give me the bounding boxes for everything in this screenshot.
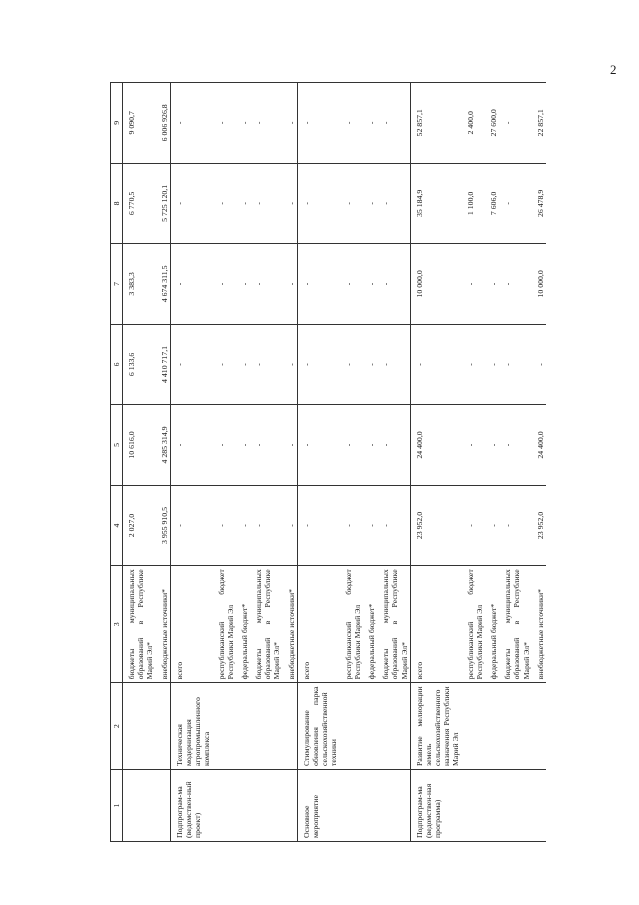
program-type-cell: Основное мероприятие <box>297 770 339 842</box>
program-type-cell <box>462 770 485 842</box>
value-cell: - <box>213 405 236 486</box>
value-cell: - <box>340 485 363 566</box>
table-row <box>297 83 339 842</box>
program-type-cell <box>485 770 499 842</box>
funding-source-cell: республиканский бюджет Республики Марий Эл <box>340 566 363 683</box>
value-cell: 7 606,0 <box>485 163 499 244</box>
value-cell: - <box>297 405 339 486</box>
value-cell: - <box>485 244 499 325</box>
value-cell: - <box>363 324 377 405</box>
value-cell: - <box>213 244 236 325</box>
value-cell: - <box>297 163 339 244</box>
funding-source-cell: бюджеты муниципальных образований в Республике Марий Эл* <box>250 566 283 683</box>
value-cell: - <box>283 324 298 405</box>
value-cell: - <box>236 324 250 405</box>
table-row <box>410 83 461 842</box>
program-name-cell <box>377 683 410 770</box>
value-cell: 10 000,0 <box>532 244 546 325</box>
column-header-2: 2 <box>111 683 123 770</box>
value-cell: - <box>462 324 485 405</box>
value-cell: - <box>499 324 532 405</box>
program-name-cell <box>236 683 250 770</box>
program-name-cell <box>123 683 156 770</box>
page-number: 2 <box>610 62 617 77</box>
value-cell: - <box>250 405 283 486</box>
value-cell: - <box>363 83 377 164</box>
program-name-cell <box>499 683 532 770</box>
value-cell: - <box>170 83 212 164</box>
value-cell: - <box>297 324 339 405</box>
value-cell: - <box>236 163 250 244</box>
value-cell: - <box>283 485 298 566</box>
value-cell: - <box>213 485 236 566</box>
value-cell: 23 952,0 <box>532 485 546 566</box>
value-cell: - <box>283 163 298 244</box>
value-cell: - <box>462 485 485 566</box>
value-cell: 26 478,9 <box>532 163 546 244</box>
table-row <box>532 83 546 842</box>
value-cell: - <box>377 83 410 164</box>
funding-source-cell: федеральный бюджет* <box>485 566 499 683</box>
table-row <box>485 83 499 842</box>
program-name-cell <box>485 683 499 770</box>
program-name-cell <box>363 683 377 770</box>
value-cell: - <box>170 324 212 405</box>
funding-source-cell: республиканский бюджет Республики Марий Эл <box>213 566 236 683</box>
value-cell: - <box>283 405 298 486</box>
value-cell: - <box>363 485 377 566</box>
column-header-6: 6 <box>111 324 123 405</box>
value-cell: - <box>532 324 546 405</box>
table-row <box>236 83 250 842</box>
value-cell: - <box>250 324 283 405</box>
value-cell: - <box>410 324 461 405</box>
value-cell: - <box>377 485 410 566</box>
value-cell: - <box>377 324 410 405</box>
value-cell: - <box>377 244 410 325</box>
column-header-1: 1 <box>111 770 123 842</box>
funding-source-cell: бюджеты муниципальных образований в Республике Марий Эл* <box>377 566 410 683</box>
value-cell: 4 674 311,5 <box>156 244 171 325</box>
program-name-cell <box>340 683 363 770</box>
value-cell: - <box>499 83 532 164</box>
table-row <box>340 83 363 842</box>
value-cell: 2 400,0 <box>462 83 485 164</box>
table-row <box>250 83 283 842</box>
funding-source-cell: республиканский бюджет Республики Марий Эл <box>462 566 485 683</box>
column-header-5: 5 <box>111 405 123 486</box>
program-type-cell <box>250 770 283 842</box>
table-row <box>363 83 377 842</box>
value-cell: - <box>499 485 532 566</box>
program-type-cell <box>532 770 546 842</box>
funding-source-cell: бюджеты муниципальных образований в Республике Марий Эл* <box>499 566 532 683</box>
value-cell: 23 952,0 <box>410 485 461 566</box>
table-row <box>283 83 298 842</box>
program-type-cell <box>363 770 377 842</box>
value-cell: 6 133,6 <box>123 324 156 405</box>
value-cell: - <box>170 405 212 486</box>
funding-source-cell: внебюджетные источники* <box>283 566 298 683</box>
value-cell: 52 857,1 <box>410 83 461 164</box>
column-header-3: 3 <box>111 566 123 683</box>
value-cell: - <box>377 163 410 244</box>
program-type-cell: Подпрограм-ма (ведомствен-ная программа) <box>410 770 461 842</box>
value-cell: - <box>485 405 499 486</box>
program-type-cell: Подпрограм-ма (ведомствен-ный проект) <box>170 770 212 842</box>
value-cell: - <box>236 244 250 325</box>
program-name-cell <box>213 683 236 770</box>
rotated-table-page <box>110 82 626 842</box>
value-cell: - <box>363 405 377 486</box>
value-cell: - <box>236 405 250 486</box>
table-row <box>123 83 156 842</box>
value-cell: - <box>499 244 532 325</box>
column-header-7: 7 <box>111 244 123 325</box>
value-cell: 3 383,3 <box>123 244 156 325</box>
value-cell: 6 770,5 <box>123 163 156 244</box>
value-cell: 1 100,0 <box>462 163 485 244</box>
funding-source-cell: бюджеты муниципальных образований в Республике Марий Эл* <box>123 566 156 683</box>
value-cell: 6 006 926,8 <box>156 83 171 164</box>
program-name-cell: Техническая модернизация агропромышленного комплекса <box>170 683 212 770</box>
program-name-cell <box>250 683 283 770</box>
funding-source-cell: внебюджетные источники* <box>156 566 171 683</box>
value-cell: - <box>213 83 236 164</box>
program-type-cell <box>156 770 171 842</box>
program-type-cell <box>283 770 298 842</box>
value-cell: - <box>213 324 236 405</box>
value-cell: - <box>170 244 212 325</box>
value-cell: - <box>297 244 339 325</box>
value-cell: - <box>250 83 283 164</box>
value-cell: 10 000,0 <box>410 244 461 325</box>
value-cell: - <box>363 244 377 325</box>
program-type-cell <box>123 770 156 842</box>
value-cell: - <box>236 485 250 566</box>
value-cell: - <box>250 244 283 325</box>
value-cell: 5 725 120,1 <box>156 163 171 244</box>
table-body <box>123 83 546 842</box>
value-cell: - <box>170 163 212 244</box>
value-cell: 4 285 314,9 <box>156 405 171 486</box>
value-cell: - <box>340 405 363 486</box>
program-type-cell <box>236 770 250 842</box>
value-cell: - <box>250 163 283 244</box>
value-cell: - <box>485 485 499 566</box>
value-cell: 3 955 910,5 <box>156 485 171 566</box>
program-name-cell <box>462 683 485 770</box>
program-name-cell <box>156 683 171 770</box>
column-header-8: 8 <box>111 163 123 244</box>
value-cell: 24 400,0 <box>532 405 546 486</box>
value-cell: - <box>340 163 363 244</box>
value-cell: - <box>250 485 283 566</box>
program-name-cell: Стимулирование обновления парка сельскохозяйственной техники <box>297 683 339 770</box>
value-cell: - <box>377 405 410 486</box>
value-cell: - <box>499 405 532 486</box>
table-row <box>213 83 236 842</box>
value-cell: - <box>340 83 363 164</box>
funding-source-cell: всего <box>410 566 461 683</box>
value-cell: 22 857,1 <box>532 83 546 164</box>
value-cell: 2 027,0 <box>123 485 156 566</box>
value-cell: 9 090,7 <box>123 83 156 164</box>
table-row <box>462 83 485 842</box>
table-row <box>377 83 410 842</box>
value-cell: 24 400,0 <box>410 405 461 486</box>
funding-source-cell: всего <box>297 566 339 683</box>
value-cell: - <box>462 405 485 486</box>
program-name-cell <box>532 683 546 770</box>
column-header-9: 9 <box>111 83 123 164</box>
value-cell: - <box>485 324 499 405</box>
program-name-cell <box>283 683 298 770</box>
value-cell: - <box>297 83 339 164</box>
value-cell: - <box>363 163 377 244</box>
program-type-cell <box>213 770 236 842</box>
value-cell: - <box>283 83 298 164</box>
value-cell: - <box>170 485 212 566</box>
header-row <box>111 83 123 842</box>
value-cell: - <box>462 244 485 325</box>
program-name-cell: Развитие мелиорации земель сельскохозяйственного назначения Республики Марий Эл <box>410 683 461 770</box>
column-header-4: 4 <box>111 485 123 566</box>
value-cell: - <box>340 244 363 325</box>
funding-source-cell: внебюджетные источники* <box>532 566 546 683</box>
value-cell: - <box>283 244 298 325</box>
funding-source-cell: федеральный бюджет* <box>236 566 250 683</box>
program-type-cell <box>377 770 410 842</box>
value-cell: 4 410 717,1 <box>156 324 171 405</box>
value-cell: 10 616,0 <box>123 405 156 486</box>
value-cell: - <box>297 485 339 566</box>
budget-table <box>110 82 546 842</box>
value-cell: - <box>340 324 363 405</box>
program-type-cell <box>340 770 363 842</box>
funding-source-cell: всего <box>170 566 212 683</box>
table-row <box>499 83 532 842</box>
value-cell: 35 184,9 <box>410 163 461 244</box>
value-cell: - <box>213 163 236 244</box>
value-cell: - <box>499 163 532 244</box>
value-cell: 27 600,0 <box>485 83 499 164</box>
table-row <box>170 83 212 842</box>
funding-source-cell: федеральный бюджет* <box>363 566 377 683</box>
program-type-cell <box>499 770 532 842</box>
table-row <box>156 83 171 842</box>
value-cell: - <box>236 83 250 164</box>
